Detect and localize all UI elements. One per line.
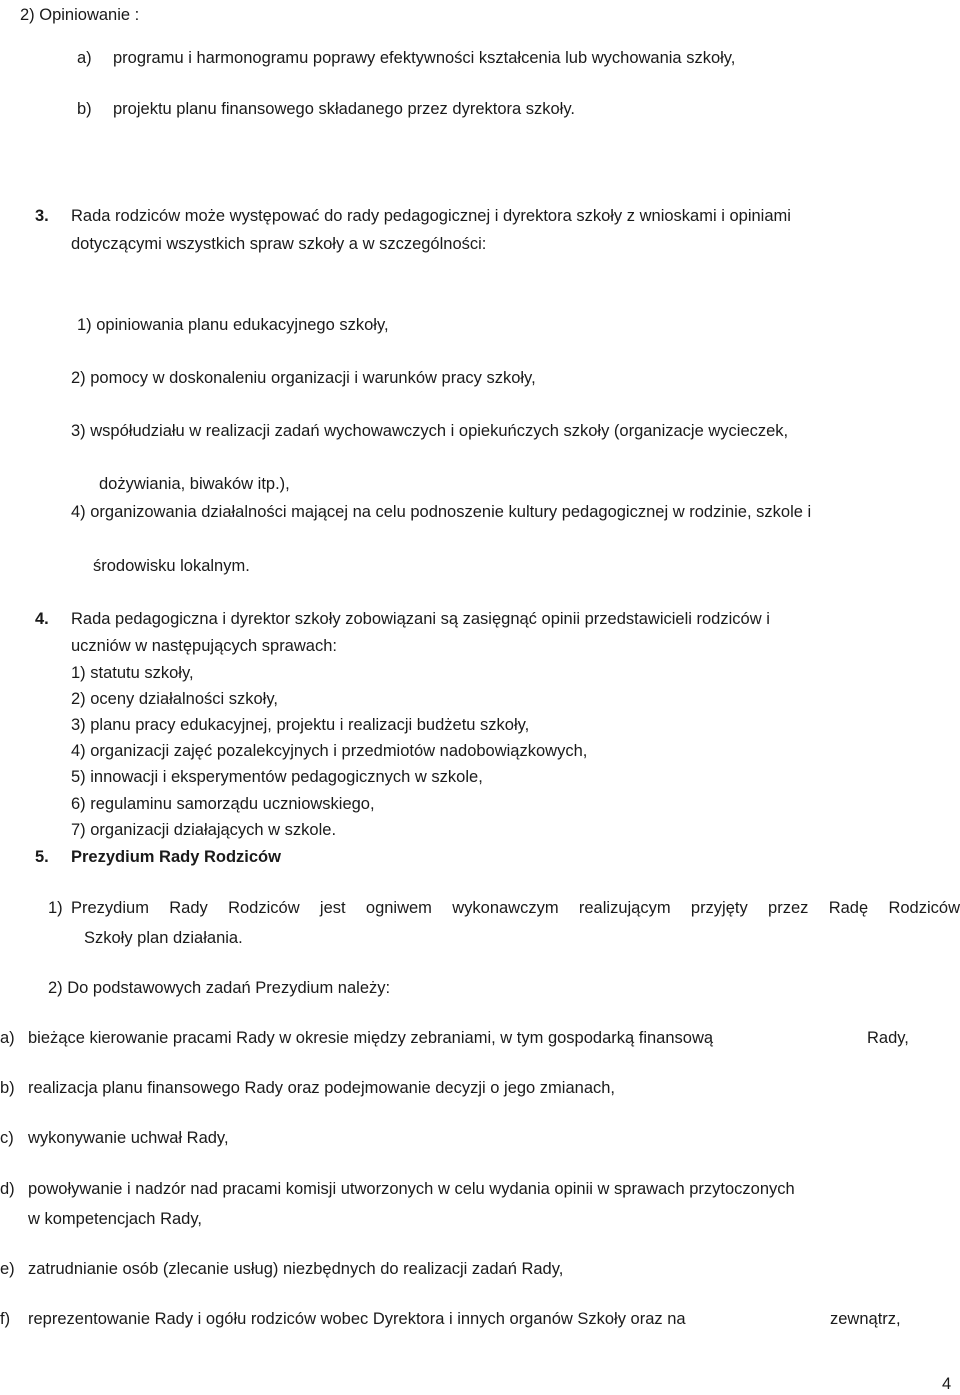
section-5-title: Prezydium Rady Rodziców bbox=[71, 848, 281, 866]
section-2-heading: 2) Opiniowanie : bbox=[20, 6, 140, 24]
list-item: 5) innowacji i eksperymentów pedagogicznych w szkole, bbox=[71, 768, 483, 786]
section-3-text: dotyczącymi wszystkich spraw szkoły a w szczególności: bbox=[71, 235, 487, 253]
section-5-number: 5. bbox=[35, 848, 49, 866]
word: Rodziców bbox=[228, 899, 300, 917]
list-item: 2) oceny działalności szkoły, bbox=[71, 690, 278, 708]
paragraph-text: Szkoły plan działania. bbox=[84, 929, 243, 947]
list-marker: b) bbox=[0, 1079, 15, 1097]
list-item: realizacja planu finansowego Rady oraz podejmowanie decyzji o jego zmianach, bbox=[28, 1079, 616, 1097]
section-4-text: uczniów w następujących sprawach: bbox=[71, 637, 337, 655]
list-item: 7) organizacji działających w szkole. bbox=[71, 821, 337, 839]
list-item: programu i harmonogramu poprawy efektywności kształcenia lub wychowania szkoły, bbox=[113, 49, 736, 67]
list-item: 4) organizacji zajęć pozalekcyjnych i przedmiotów nadobowiązkowych, bbox=[71, 742, 588, 760]
word: przez bbox=[768, 899, 809, 917]
list-item: 4) organizowania działalności mającej na celu podnoszenie kultury pedagogicznej w rodzinie, szkole i bbox=[71, 503, 812, 521]
list-item: wykonywanie uchwał Rady, bbox=[28, 1129, 229, 1147]
word: jest bbox=[319, 899, 346, 917]
paragraph-justified-line bbox=[71, 898, 960, 918]
list-item-continuation: w kompetencjach Rady, bbox=[28, 1210, 202, 1228]
list-marker: a) bbox=[77, 49, 92, 67]
paragraph-text: 2) Do podstawowych zadań Prezydium należy: bbox=[48, 979, 391, 997]
list-item-end: Rady, bbox=[867, 1029, 909, 1047]
section-4-number: 4. bbox=[35, 610, 49, 628]
list-item-continuation: dożywiania, biwaków itp.), bbox=[99, 475, 290, 493]
word: ogniwem bbox=[365, 899, 432, 917]
word: wykonawczym bbox=[452, 899, 559, 917]
word: Rady bbox=[169, 899, 208, 917]
list-item: reprezentowanie Rady i ogółu rodziców wobec Dyrektora i innych organów Szkoły oraz na bbox=[28, 1310, 686, 1328]
list-marker: e) bbox=[0, 1260, 15, 1278]
word: Prezydium bbox=[71, 899, 149, 917]
list-item: powoływanie i nadzór nad pracami komisji utworzonych w celu wydania opinii w sprawach przytoczonych bbox=[28, 1180, 795, 1198]
list-item: 1) statutu szkoły, bbox=[71, 664, 194, 682]
list-item: 3) współudziału w realizacji zadań wychowawczych i opiekuńczych szkoły (organizacje wycieczek, bbox=[71, 422, 789, 440]
paragraph-number: 1) bbox=[48, 899, 63, 917]
page-number: 4 bbox=[942, 1375, 952, 1393]
list-item: 6) regulaminu samorządu uczniowskiego, bbox=[71, 795, 375, 813]
section-4-text: Rada pedagogiczna i dyrektor szkoły zobowiązani są zasięgnąć opinii przedstawicieli rodziców i bbox=[71, 610, 770, 628]
list-item-end: zewnątrz, bbox=[830, 1310, 901, 1328]
list-marker: a) bbox=[0, 1029, 15, 1047]
list-item: 1) opiniowania planu edukacyjnego szkoły, bbox=[77, 316, 389, 334]
list-marker: f) bbox=[0, 1310, 11, 1328]
word: Radę bbox=[828, 899, 869, 917]
list-item: 3) planu pracy edukacyjnej, projektu i realizacji budżetu szkoły, bbox=[71, 716, 530, 734]
word: Rodziców bbox=[888, 899, 960, 917]
list-item: bieżące kierowanie pracami Rady w okresie między zebraniami, w tym gospodarką finansową bbox=[28, 1029, 714, 1047]
list-marker: c) bbox=[0, 1129, 14, 1147]
word: przyjęty bbox=[690, 899, 748, 917]
list-marker: b) bbox=[77, 100, 92, 118]
section-3-number: 3. bbox=[35, 207, 49, 225]
section-3-text: Rada rodziców może występować do rady pedagogicznej i dyrektora szkoły z wnioskami i opiniami bbox=[71, 207, 791, 225]
list-item-continuation: środowisku lokalnym. bbox=[93, 557, 250, 575]
list-marker: d) bbox=[0, 1180, 15, 1198]
word: realizującym bbox=[578, 899, 671, 917]
list-item: projektu planu finansowego składanego przez dyrektora szkoły. bbox=[113, 100, 575, 118]
list-item: 2) pomocy w doskonaleniu organizacji i warunków pracy szkoły, bbox=[71, 369, 536, 387]
list-item: zatrudnianie osób (zlecanie usług) niezbędnych do realizacji zadań Rady, bbox=[28, 1260, 564, 1278]
